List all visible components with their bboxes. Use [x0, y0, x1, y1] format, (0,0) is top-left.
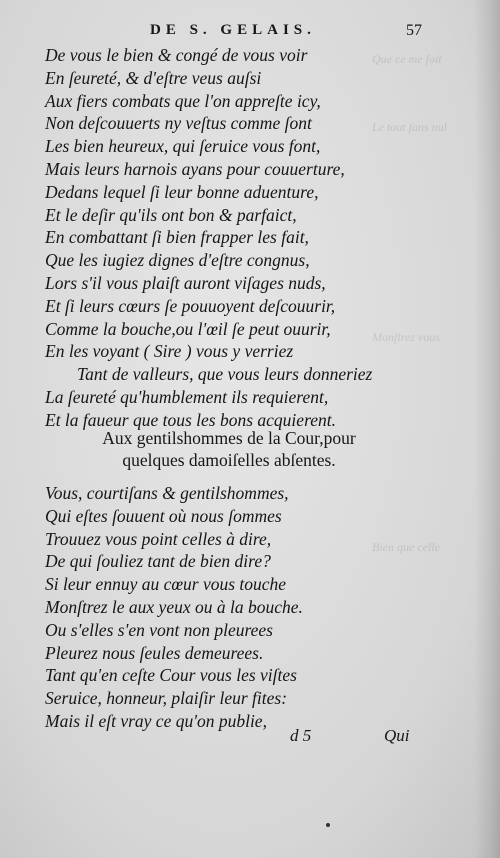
verse-block: [45, 482, 445, 733]
verse-line: Mais il eſt vray ce qu'on publie,: [45, 710, 267, 731]
page-header: [0, 22, 500, 46]
verse-line: Aux fiers combats que l'on appreſte icy,: [45, 90, 321, 111]
verse-line: Et le deſir qu'ils ont bon & parfaict,: [45, 204, 297, 225]
verse-block: [45, 44, 445, 432]
verse-line: Qui eſtes ſouuent où nous ſommes: [45, 505, 282, 526]
bleed-through-text: Bien que celle: [372, 540, 440, 554]
catchword: Qui: [384, 726, 410, 745]
verse-line: Seruice, honneur, plaiſir leur fites:: [45, 688, 288, 709]
bleed-through-text: Le tout ſans nul: [372, 120, 448, 134]
verse-line: En ſeureté, & d'eſtre veus auſsi: [45, 67, 262, 88]
verse-line: De qui ſouliez tant de bien dire?: [45, 551, 271, 572]
poem-heading-line: quelques damoiſelles abſentes.: [122, 450, 336, 470]
verse-line: De vous le bien & congé de vous voir: [45, 45, 308, 65]
verse-line: Trouuez vous point celles à dire,: [45, 528, 272, 549]
verse-line: Comme la bouche,ou l'œil ſe peut ouurir,: [45, 318, 331, 339]
verse-line: Dedans lequel ſi leur bonne aduenture,: [45, 181, 319, 202]
bleed-through-text: Monſtrez vous: [372, 330, 440, 344]
poem-heading: [44, 427, 414, 471]
verse-line: Non deſcouuerts ny veſtus comme ſont: [45, 113, 312, 134]
verse-line: Et la faueur que tous les bons acquierent.: [45, 409, 336, 430]
verse-line: En combattant ſi bien frapper les fait,: [45, 227, 309, 248]
verse-line: La ſeureté qu'humblement ils requierent,: [45, 386, 329, 407]
verse-line: Si leur ennuy au cœur vous touche: [45, 574, 287, 595]
verse-line: Les bien heureux, qui ſeruice vous font,: [45, 136, 321, 157]
verse-line: Vous, courtiſans & gentilshommes,: [45, 483, 289, 503]
verse-line: Ou s'elles s'en vont non pleurees: [45, 619, 273, 640]
verse-line: Et ſi leurs cœurs ſe pouuoyent deſcouurir,: [45, 295, 336, 316]
poem-heading-line: Aux gentilshommes de la Cour,pour: [102, 428, 356, 448]
verse-line: Monſtrez le aux yeux ou à la bouche.: [45, 596, 303, 617]
verse-line: Lors s'il vous plaiſt auront viſages nuds,: [45, 272, 326, 293]
running-title: DE S. GELAIS.: [150, 22, 316, 38]
verse-line: Pleurez nous ſeules demeurees.: [45, 642, 264, 663]
page-footer: [0, 726, 500, 750]
page-number: 57: [406, 22, 422, 39]
verse-line: Tant de valleurs, que vous leurs donneriez: [77, 364, 373, 385]
verse-line: Que les iugiez dignes d'eſtre congnus,: [45, 250, 310, 271]
verse-line: Tant qu'en ceſte Cour vous les viſtes: [45, 665, 297, 686]
ink-speck: [326, 823, 330, 827]
signature-mark: d 5: [290, 726, 312, 745]
verse-line: En les voyant ( Sire ) vous y verriez: [45, 341, 294, 362]
verse-line: Mais leurs harnois ayans pour couuerture,: [45, 158, 345, 179]
bleed-through-text: Que ce me ſoit: [372, 52, 442, 66]
